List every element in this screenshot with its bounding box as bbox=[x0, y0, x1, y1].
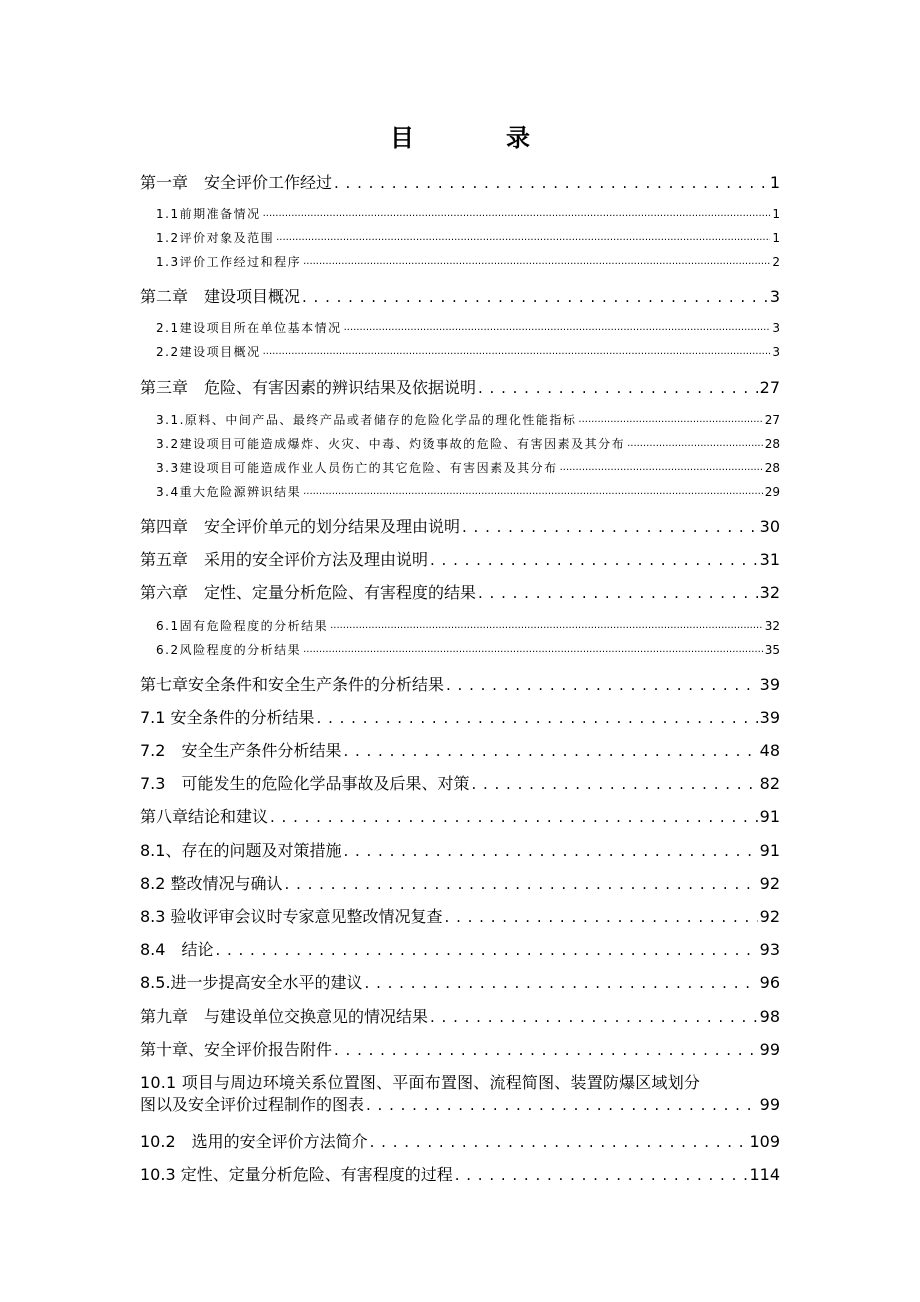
toc-leader bbox=[334, 1039, 758, 1061]
toc-entry-chapter-5[interactable] bbox=[140, 549, 780, 571]
toc-entry-label: 第七章安全条件和安全生产条件的分析结果 bbox=[140, 675, 445, 694]
toc-entry-label: 8.2 整改情况与确认 bbox=[140, 874, 283, 893]
toc-page-number: 32 bbox=[759, 583, 780, 602]
toc-page-number: 109 bbox=[749, 1132, 780, 1151]
toc-page-number: 27 bbox=[764, 413, 780, 427]
toc-leader bbox=[430, 1006, 758, 1028]
toc-leader bbox=[343, 740, 757, 762]
toc-leader bbox=[303, 484, 763, 500]
toc-entry-8-4[interactable] bbox=[140, 939, 780, 961]
toc-entry-8-1[interactable] bbox=[140, 840, 780, 862]
toc-page-number: 1 bbox=[772, 207, 780, 221]
toc-leader bbox=[366, 1094, 758, 1116]
toc-entry-chapter-10[interactable] bbox=[140, 1039, 780, 1061]
toc-leader bbox=[263, 344, 771, 360]
toc-leader bbox=[276, 230, 770, 246]
toc-entry-2-2[interactable] bbox=[140, 344, 780, 360]
toc-page-number: 32 bbox=[764, 619, 780, 633]
toc-entry-label: 第四章 安全评价单元的划分结果及理由说明 bbox=[140, 517, 461, 536]
toc-page-number: 96 bbox=[759, 973, 780, 992]
toc-entry-label: 10.2 选用的安全评价方法简介 bbox=[140, 1132, 368, 1151]
toc-page-number: 92 bbox=[759, 907, 780, 926]
toc-entry-chapter-8[interactable] bbox=[140, 806, 780, 828]
toc-entry-chapter-2[interactable] bbox=[140, 286, 780, 308]
toc-entry-label: 第八章结论和建议 bbox=[140, 807, 269, 826]
toc-entry-chapter-4[interactable] bbox=[140, 516, 780, 538]
toc-entry-label: 8.4 结论 bbox=[140, 940, 214, 959]
toc-page-number: 35 bbox=[764, 643, 780, 657]
toc-leader bbox=[446, 674, 758, 696]
toc-page-number: 99 bbox=[759, 1095, 780, 1114]
toc-leader bbox=[263, 206, 771, 222]
toc-entry-6-1[interactable] bbox=[140, 618, 780, 634]
toc-entry-label: 7.2 安全生产条件分析结果 bbox=[140, 741, 342, 760]
toc-entry-label: 1.1前期准备情况 bbox=[156, 207, 261, 221]
toc-entry-label: 第五章 采用的安全评价方法及理由说明 bbox=[140, 550, 429, 569]
toc-page-number: 39 bbox=[759, 708, 780, 727]
toc-leader bbox=[478, 582, 758, 604]
toc-leader bbox=[370, 1131, 748, 1153]
toc-entry-label: 2.1建设项目所在单位基本情况 bbox=[156, 321, 342, 335]
toc-entry-label: 6.1固有危险程度的分析结果 bbox=[156, 619, 329, 633]
toc-page-number: 92 bbox=[759, 874, 780, 893]
toc-entry-label: 第九章 与建设单位交换意见的情况结果 bbox=[140, 1007, 429, 1026]
toc-entry-label: 3.1.原料、中间产品、最终产品或者储存的危险化学品的理化性能指标 bbox=[156, 413, 577, 427]
toc-entry-6-2[interactable] bbox=[140, 642, 780, 658]
toc-page-number: 28 bbox=[764, 437, 780, 451]
toc-entry-label: 第三章 危险、有害因素的辨识结果及依据说明 bbox=[140, 378, 477, 397]
toc-page-number: 91 bbox=[759, 807, 780, 826]
toc-leader bbox=[627, 436, 763, 452]
toc-leader bbox=[303, 642, 763, 658]
toc-page-number: 3 bbox=[772, 321, 780, 335]
toc-entry-chapter-7[interactable] bbox=[140, 674, 780, 696]
toc-leader bbox=[303, 254, 770, 270]
toc-page-number: 114 bbox=[749, 1165, 780, 1184]
toc-leader bbox=[462, 516, 758, 538]
toc-leader bbox=[455, 1164, 748, 1186]
toc-leader bbox=[215, 939, 757, 961]
toc-entry-10-3[interactable] bbox=[140, 1164, 780, 1186]
toc-entry-label: 3.4重大危险源辨识结果 bbox=[156, 485, 302, 499]
toc-leader bbox=[471, 773, 757, 795]
toc-entry-label: 第二章 建设项目概况 bbox=[140, 287, 301, 306]
toc-entry-1-2[interactable] bbox=[140, 230, 780, 246]
toc-leader bbox=[344, 320, 771, 336]
toc-page-number: 3 bbox=[772, 345, 780, 359]
toc-entry-label: 7.1 安全条件的分析结果 bbox=[140, 708, 315, 727]
toc-entry-label: 3.3建设项目可能造成作业人员伤亡的其它危险、有害因素及其分布 bbox=[156, 461, 558, 475]
toc-entry-8-3[interactable] bbox=[140, 906, 780, 928]
toc-entry-chapter-9[interactable] bbox=[140, 1006, 780, 1028]
toc-leader bbox=[578, 412, 762, 428]
toc-page-number: 29 bbox=[764, 485, 780, 499]
toc-entry-label: 1.2评价对象及范围 bbox=[156, 231, 275, 245]
toc-entry-1-1[interactable] bbox=[140, 206, 780, 222]
toc-leader bbox=[430, 549, 758, 571]
toc-entry-label-line-1: 10.1 项目与周边环境关系位置图、平面布置图、流程简图、装置防爆区域划分 bbox=[140, 1073, 701, 1092]
toc-page-number: 82 bbox=[759, 774, 780, 793]
toc-entry-label: 1.3评价工作经过和程序 bbox=[156, 255, 302, 269]
toc-page-number: 31 bbox=[759, 550, 780, 569]
toc-entry-10-1[interactable] bbox=[140, 1072, 780, 1116]
toc-entry-label: 第一章 安全评价工作经过 bbox=[140, 173, 333, 192]
toc-entry-chapter-6[interactable] bbox=[140, 582, 780, 604]
toc-entry-label: 8.1、存在的问题及对策措施 bbox=[140, 841, 342, 860]
toc-entry-label: 10.3 定性、定量分析危险、有害程度的过程 bbox=[140, 1165, 453, 1184]
toc-entry-1-3[interactable] bbox=[140, 254, 780, 270]
toc-leader bbox=[317, 707, 758, 729]
toc-entry-label: 第六章 定性、定量分析危险、有害程度的结果 bbox=[140, 583, 477, 602]
toc-entry-label: 2.2建设项目概况 bbox=[156, 345, 261, 359]
toc-entry-2-1[interactable] bbox=[140, 320, 780, 336]
toc-page-number: 99 bbox=[759, 1040, 780, 1059]
toc-entry-label-line-2: 图以及安全评价过程制作的图表 bbox=[140, 1095, 365, 1114]
toc-leader bbox=[270, 806, 758, 828]
toc-entry-3-2[interactable] bbox=[140, 436, 780, 452]
toc-page-number: 2 bbox=[772, 255, 780, 269]
toc-entry-7-3[interactable] bbox=[140, 773, 780, 795]
toc-page-number: 1 bbox=[769, 173, 780, 192]
page-title: 目 录 bbox=[390, 124, 564, 152]
toc-page-number: 28 bbox=[764, 461, 780, 475]
toc-entry-7-2[interactable] bbox=[140, 740, 780, 762]
toc-leader bbox=[560, 460, 763, 476]
toc-entry-label: 3.2建设项目可能造成爆炸、火灾、中毒、灼烫事故的危险、有害因素及其分布 bbox=[156, 437, 626, 451]
toc-leader bbox=[285, 873, 758, 895]
toc-entry-label: 第十章、安全评价报告附件 bbox=[140, 1040, 333, 1059]
toc-leader bbox=[334, 172, 768, 194]
toc-leader bbox=[343, 840, 757, 862]
toc-entry-7-1[interactable] bbox=[140, 707, 780, 729]
toc-entry-label: 7.3 可能发生的危险化学品事故及后果、对策 bbox=[140, 774, 470, 793]
toc-page-number: 98 bbox=[759, 1007, 780, 1026]
toc-page-number: 93 bbox=[759, 940, 780, 959]
toc-entry-8-2[interactable] bbox=[140, 873, 780, 895]
toc-page-number: 30 bbox=[759, 517, 780, 536]
toc-page-number: 48 bbox=[759, 741, 780, 760]
toc-leader bbox=[302, 286, 768, 308]
toc-leader bbox=[330, 618, 763, 634]
toc-leader bbox=[445, 906, 758, 928]
toc-entry-3-1[interactable] bbox=[140, 412, 780, 428]
toc-page-number: 91 bbox=[759, 841, 780, 860]
toc-entry-label: 8.3 验收评审会议时专家意见整改情况复查 bbox=[140, 907, 443, 926]
toc-leader bbox=[365, 972, 758, 994]
toc-entry-chapter-1[interactable] bbox=[140, 172, 780, 194]
toc-entry-10-2[interactable] bbox=[140, 1131, 780, 1153]
toc-page-number: 1 bbox=[772, 231, 780, 245]
toc-page-number: 3 bbox=[769, 287, 780, 306]
toc-entry-3-4[interactable] bbox=[140, 484, 780, 500]
toc-leader bbox=[478, 377, 758, 399]
toc-page-number: 27 bbox=[759, 378, 780, 397]
toc-entry-8-5[interactable] bbox=[140, 972, 780, 994]
toc-page-number: 39 bbox=[759, 675, 780, 694]
toc-entry-label: 8.5.进一步提高安全水平的建议 bbox=[140, 973, 363, 992]
toc-entry-chapter-3[interactable] bbox=[140, 377, 780, 399]
toc-entry-label: 6.2风险程度的分析结果 bbox=[156, 643, 302, 657]
toc-entry-3-3[interactable] bbox=[140, 460, 780, 476]
